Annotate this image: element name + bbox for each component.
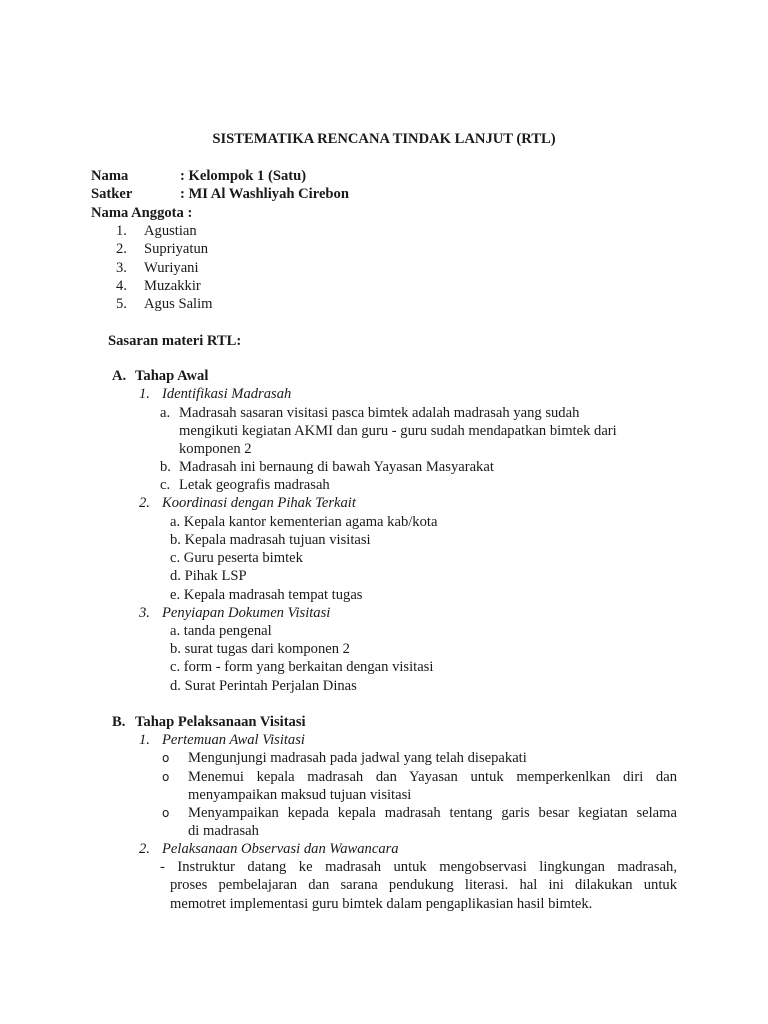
bullet-icon: o: [162, 770, 170, 784]
bullet-item-text: Mengunjungi madrasah pada jadwal yang telah disepakati: [188, 750, 527, 766]
section-b-title: Tahap Pelaksanaan Visitasi: [135, 714, 306, 730]
section-b-letter: B.: [112, 714, 126, 730]
list-item-text: Madrasah sasaran visitasi pasca bimtek adalah madrasah yang sudah: [179, 405, 580, 421]
bullet-icon: o: [162, 751, 170, 765]
bullet-item-text: di madrasah: [188, 823, 259, 839]
a-sub1-title: Identifikasi Madrasah: [162, 386, 292, 402]
nama-label: Nama: [91, 168, 129, 184]
list-item: b. Kepala madrasah tujuan visitasi: [170, 532, 371, 548]
b-sub2-number: 2.: [139, 841, 150, 857]
a-sub3-number: 3.: [139, 605, 150, 621]
satker-value: : MI Al Washliyah Cirebon: [180, 186, 349, 202]
list-item-text: Letak geografis madrasah: [179, 477, 330, 493]
list-item: a. tanda pengenal: [170, 623, 272, 639]
list-marker: b.: [160, 459, 171, 475]
member-name: Supriyatun: [144, 241, 209, 257]
list-item: d. Surat Perintah Perjalan Dinas: [170, 678, 357, 694]
list-marker: c.: [160, 477, 171, 493]
bullet-item-text: menyampaikan maksud tujuan visitasi: [188, 787, 412, 803]
sasaran-heading: Sasaran materi RTL:: [108, 333, 242, 349]
a-sub2-title: Koordinasi dengan Pihak Terkait: [162, 495, 356, 511]
paragraph-line: proses pembelajaran dan sarana pendukung literasi. hal ini dilakukan untuk: [170, 877, 677, 893]
list-item-text: mengikuti kegiatan AKMI dan guru - guru sudah mendapatkan bimtek dari: [179, 423, 617, 439]
member-number: 4.: [116, 278, 127, 294]
member-name: Agus Salim: [144, 296, 213, 312]
section-a-title: Tahap Awal: [135, 368, 209, 384]
anggota-label: Nama Anggota :: [91, 205, 193, 221]
list-marker: a.: [160, 405, 171, 421]
a-sub3-title: Penyiapan Dokumen Visitasi: [162, 605, 331, 621]
b-sub1-title: Pertemuan Awal Visitasi: [162, 732, 305, 748]
nama-value: : Kelompok 1 (Satu): [180, 168, 307, 184]
list-item: c. form - form yang berkaitan dengan visitasi: [170, 659, 434, 675]
list-item-text: komponen 2: [179, 441, 252, 457]
b-sub2-title: Pelaksanaan Observasi dan Wawancara: [162, 841, 399, 857]
a-sub1-number: 1.: [139, 386, 150, 402]
list-item: c. Guru peserta bimtek: [170, 550, 303, 566]
list-item: d. Pihak LSP: [170, 568, 247, 584]
list-item: e. Kepala madrasah tempat tugas: [170, 587, 363, 603]
member-name: Muzakkir: [144, 278, 201, 294]
member-number: 2.: [116, 241, 127, 257]
b-sub1-number: 1.: [139, 732, 150, 748]
member-number: 1.: [116, 223, 127, 239]
section-a-letter: A.: [112, 368, 127, 384]
bullet-icon: o: [162, 806, 170, 820]
member-number: 3.: [116, 260, 127, 276]
list-item: a. Kepala kantor kementerian agama kab/kota: [170, 514, 438, 530]
member-name: Agustian: [144, 223, 197, 239]
a-sub2-number: 2.: [139, 495, 150, 511]
document-title: SISTEMATIKA RENCANA TINDAK LANJUT (RTL): [212, 131, 556, 147]
member-name: Wuriyani: [144, 260, 199, 276]
paragraph-line: - Instruktur datang ke madrasah untuk mengobservasi lingkungan madrasah,: [160, 859, 677, 875]
satker-label: Satker: [91, 186, 133, 202]
list-item-text: Madrasah ini bernaung di bawah Yayasan Masyarakat: [179, 459, 494, 475]
bullet-item-text: Menemui kepala madrasah dan Yayasan untuk memperkenlkan diri dan: [188, 769, 677, 785]
bullet-item-text: Menyampaikan kepada kepala madrasah tentang garis besar kegiatan selama: [188, 805, 677, 821]
list-item: b. surat tugas dari komponen 2: [170, 641, 350, 657]
member-number: 5.: [116, 296, 127, 312]
paragraph-line: memotret implementasi guru bimtek dalam pengaplikasian hasil bimtek.: [170, 896, 593, 912]
